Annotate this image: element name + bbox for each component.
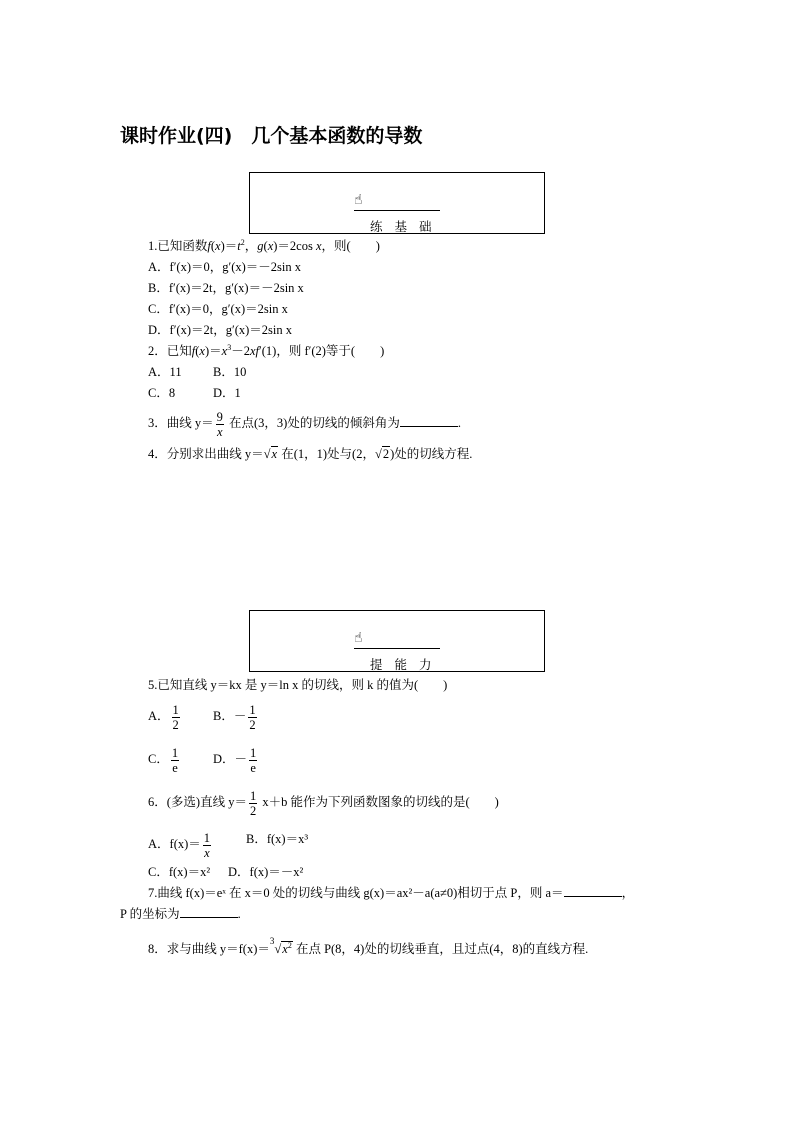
q5-option-a: A． $\frac{1}{2}$ <box>148 702 179 732</box>
section-label: 提 能 力 <box>370 657 436 672</box>
question-6: 6．(多选)直线 y＝ $\frac{1}{2}$ x＋b 能作为下列函数图象的切线的是( ) <box>148 788 499 818</box>
section-box-advanced <box>249 610 545 672</box>
question-4: 4．分别求出曲线 y＝√x 在(1，1)处与(2，√2)处的切线方程. <box>148 447 473 461</box>
section-label: 练 基 础 <box>370 219 436 234</box>
q5-option-d: D．－ $\frac{1}{e}$ <box>213 745 257 775</box>
question-7: 7.曲线 f(x)＝eˣ 在 x＝0 处的切线与曲线 g(x)＝ax²－a(a≠0)相切于点 P，则 a＝ ， <box>148 886 635 900</box>
section-underline <box>354 648 440 649</box>
section-box-basic <box>249 172 545 234</box>
answer-blank[interactable] <box>564 885 622 897</box>
answer-blank[interactable] <box>400 415 458 427</box>
q5-option-b: B．－ $\frac{1}{2}$ <box>213 702 256 732</box>
q1-option-c: C．f′(x)＝0，g′(x)＝2sin x <box>148 302 288 316</box>
q6-option-c: C．f(x)＝x² <box>148 865 211 879</box>
q5-option-c: C． $\frac{1}{e}$ <box>148 745 179 775</box>
answer-blank[interactable] <box>180 906 238 918</box>
question-1: 1.已知函数$f(x)=t^2$，g(x)＝2cos x，则( ) <box>148 238 380 253</box>
q2-option-a: A．11 <box>148 365 182 379</box>
question-5: 5.已知直线 y＝kx 是 y＝ln x 的切线，则 k 的值为( ) <box>148 678 448 692</box>
question-3: 3．曲线 y＝ $\frac{9}{x}$ 在点(3，3)处的切线的倾斜角为 . <box>148 409 461 439</box>
q2-option-b: B．10 <box>213 365 247 379</box>
section-underline <box>354 210 440 211</box>
hand-pointer-icon: ☝ <box>354 630 363 646</box>
q6-option-b: B．f(x)＝x³ <box>246 832 309 846</box>
q6-option-a: A．f(x)＝ $\frac{1}{x}$ <box>148 830 211 860</box>
q1-option-d: D．f′(x)＝2t，g′(x)＝2sin x <box>148 323 292 337</box>
page-title: 课时作业(四) 几个基本函数的导数 <box>120 125 423 147</box>
question-2: 2．已知$f(x)=x^3-2xf'(1)$，则 f′(2)等于( ) <box>148 343 385 358</box>
q2-option-d: D．1 <box>213 386 241 400</box>
hand-pointer-icon: ☝ <box>354 192 363 208</box>
q1-option-a: A．f′(x)＝0，g′(x)＝－2sin x <box>148 260 302 274</box>
q2-option-c: C．8 <box>148 386 176 400</box>
q1-option-b: B．f′(x)＝2t，g′(x)＝－2sin x <box>148 281 304 295</box>
question-8: 8．求与曲线 $y=f(x)=^3√x^2$ 在点 P(8，4)处的切线垂直，且过点(4，8)的直线方程. <box>148 936 589 956</box>
question-7-line2: P 的坐标为 . <box>120 907 241 921</box>
q6-option-d: D．f(x)＝－x² <box>228 865 304 879</box>
